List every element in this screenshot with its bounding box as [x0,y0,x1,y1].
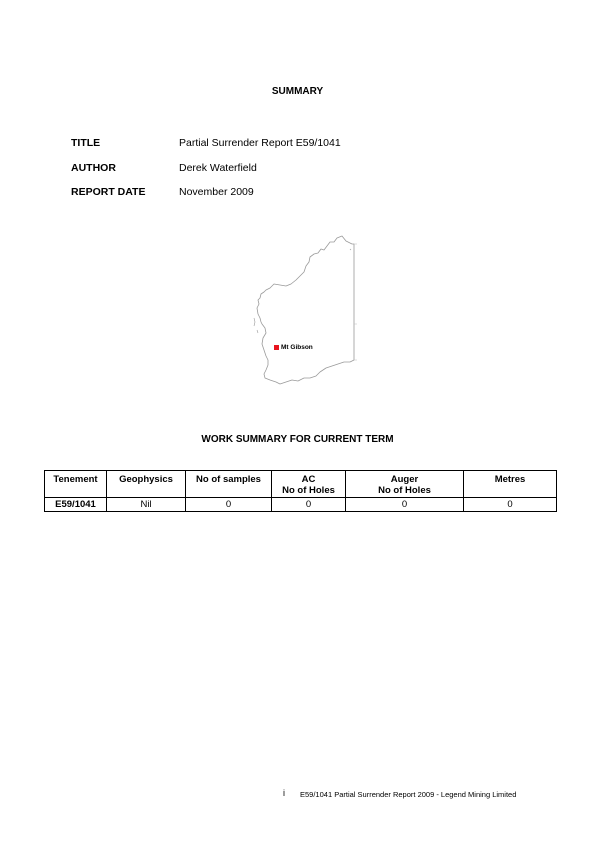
mt-gibson-marker [274,345,279,350]
report-date-label: REPORT DATE [71,186,146,198]
cell-geophysics: Nil [107,498,186,512]
footer-text: E59/1041 Partial Surrender Report 2009 - Legend Mining Limited [300,790,517,799]
cell-ac-holes: 0 [272,498,346,512]
author-label: AUTHOR [71,162,116,174]
header-geophysics: Geophysics [107,471,186,498]
cell-samples: 0 [186,498,272,512]
table-row [45,498,557,512]
wa-coastline [257,236,354,384]
cell-auger-holes: 0 [346,498,464,512]
header-metres: Metres [464,471,557,498]
wa-border-ticks [354,244,357,360]
author-value: Derek Waterfield [179,162,257,174]
cell-tenement: E59/1041 [45,498,107,512]
title-label: TITLE [71,137,101,149]
header-auger: Auger No of Holes [346,471,464,498]
header-tenement: Tenement [45,471,107,498]
wa-coast-islands [254,249,351,333]
table-header-row [45,471,557,498]
mt-gibson-label: Mt Gibson [281,344,313,351]
page-number: i [283,788,285,798]
report-date-value: November 2009 [179,186,254,198]
western-australia-map [230,232,370,392]
header-no-of-samples: No of samples [186,471,272,498]
work-summary-table [44,470,557,512]
summary-heading: SUMMARY [271,86,324,97]
work-summary-heading: WORK SUMMARY FOR CURRENT TERM [201,434,394,445]
title-value: Partial Surrender Report E59/1041 [179,137,341,149]
cell-metres: 0 [464,498,557,512]
header-ac: AC No of Holes [272,471,346,498]
